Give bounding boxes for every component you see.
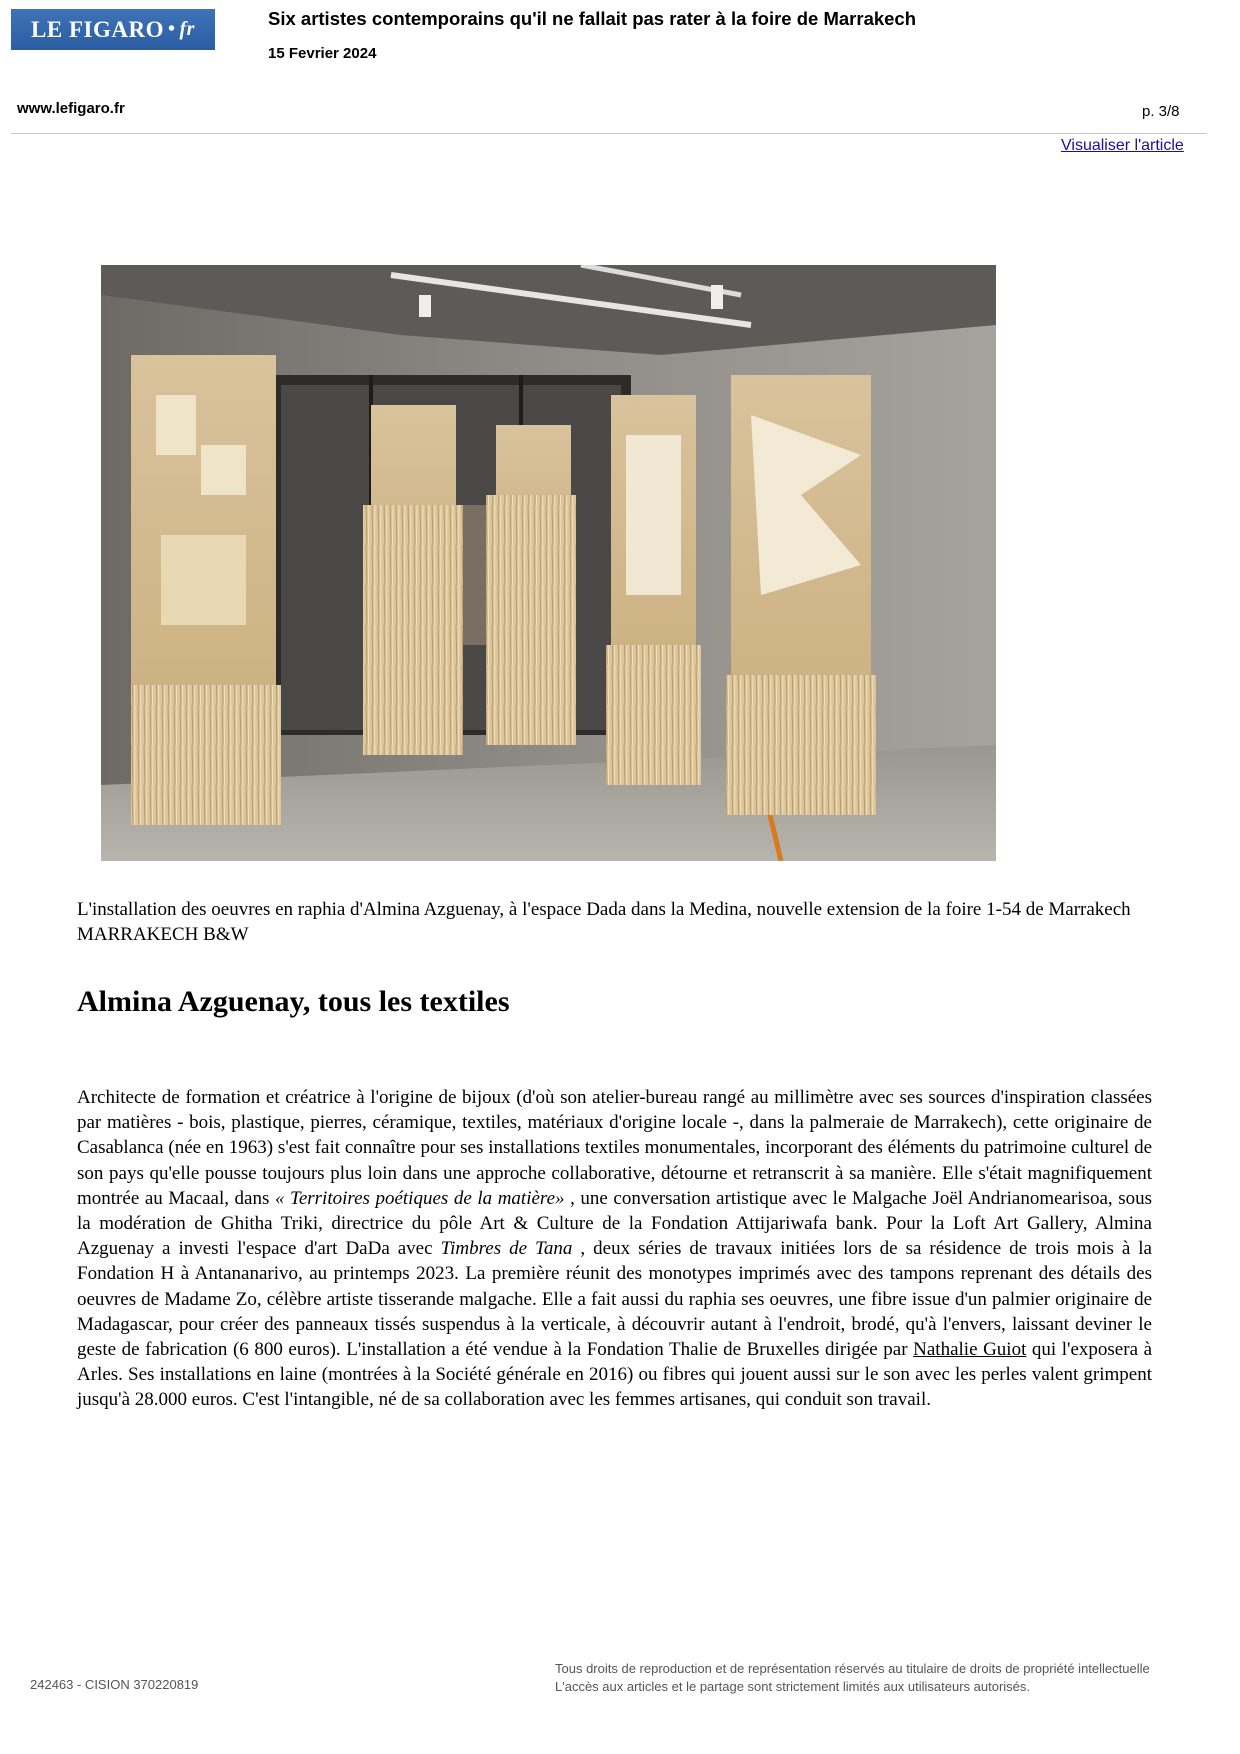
section-title: Almina Azguenay, tous les textiles <box>77 985 510 1018</box>
logo-suffix: fr <box>179 18 195 40</box>
logo-dot: • <box>167 18 176 40</box>
view-article-link[interactable]: Visualiser l'article <box>1061 137 1184 154</box>
le-figaro-logo <box>11 9 215 50</box>
body-part-4: qui l'exposera à Arles. Ses installations en laine (montrées à la Société générale en 2016) ou fibres qui jouent aussi sur le son avec les perles valent grimpent jusqu'à 28.000 euros. C'est l'intangible, né de sa collaboration avec les femmes artisanes, qui conduit son travail. <box>77 1339 1153 1411</box>
series-title: Timbres de Tana <box>440 1238 573 1260</box>
source-site: www.lefigaro.fr <box>17 100 125 117</box>
article-headline: Six artistes contemporains qu'il ne fallait pas rater à la foire de Marrakech <box>268 8 917 29</box>
rights-line-2: L'accès aux articles et le partage sont strictement limités aux utilisateurs autorisés. <box>555 1679 1031 1694</box>
exhibition-title: « Territoires poétiques de la matière» <box>274 1187 565 1209</box>
photo-caption: L'installation des oeuvres en raphia d'Almina Azguenay, à l'espace Dada dans la Medina, nouvelle extension de la foire 1-54 de Marrakech MARRAKECH B&W <box>77 899 1131 945</box>
nathalie-guiot-link[interactable]: Nathalie Guiot <box>913 1339 1027 1361</box>
body-part-3: , deux séries de travaux initiées lors de sa résidence de trois mois à la Fondation H à Antananarivo, au printemps 2023. La première réunit des monotypes imprimés avec des tampons reprenant des détails des oeuvres de Madame Zo, célèbre artiste tisserande malgache. Elle a fait aussi du raphia ses oeuvres, une fibre issue d'un palmier originaire de Madagascar, pour créer des panneaux tissés suspendus à la verticale, à découvrir autant à l'endroit, brodé, qu'à l'envers, laissant deviner le geste de fabrication (6 800 euros). L'installation a été vendue à la Fondation Thalie de Bruxelles dirigée par <box>77 1238 1152 1361</box>
cision-id: 242463 - CISION 370220819 <box>30 1677 199 1692</box>
publication-date: 15 Fevrier 2024 <box>268 45 377 62</box>
body-part-1: Architecte de formation et créatrice à l'origine de bijoux (d'où son atelier-bureau rangé au millimètre avec ses sources d'inspiration classées par matières - bois, plastique, pierres, céramique, textiles, matériaux d'origine locale -, dans la palmeraie de Marrakech), cette originaire de Casablanca (née en 1963) s'est fait connaître pour ses installations textiles monumentales, incorporant des éléments du patrimoine culturel de son pays qu'elle pousse toujours plus loin dans une approche collaborative, détourne et retranscrit à sa manière. Elle s'était magnifiquement montrée au Macaal, dans <box>77 1087 1152 1209</box>
page-number: p. 3/8 <box>1142 103 1180 120</box>
gallery-image <box>101 265 996 861</box>
logo-wordmark: LE FIGARO <box>31 16 164 42</box>
rights-notice <box>555 1660 1150 1696</box>
installation-photo <box>101 265 996 861</box>
body-part-2: , une conversation artistique avec le Malgache Joël Andrianomearisoa, sous la modération de Ghitha Triki, directrice du pôle Art & Culture de la Fondation Attijariwafa bank. Pour la Loft Art Gallery, Almina Azguenay a investi l'espace d'art DaDa avec <box>77 1187 1152 1260</box>
header-divider <box>11 133 1207 134</box>
rights-line-1: Tous droits de reproduction et de représentation réservés au titulaire de droits de propriété intellectuelle <box>555 1661 1150 1676</box>
article-body <box>77 1085 1152 1413</box>
